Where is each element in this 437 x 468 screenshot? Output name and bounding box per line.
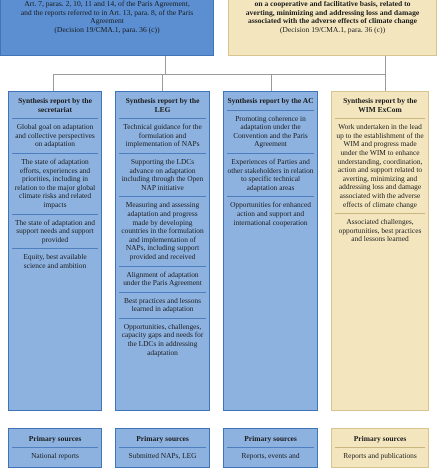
top-box-left-line1: Art. 7, paras. 2, 10, 11 and 14, of the Paris Agreement, [24, 0, 190, 8]
connector-horizontal [53, 74, 385, 75]
top-box-left-line3: Agreement [90, 16, 124, 26]
column-secretariat-item: The state of adaptation and support needs and support provided [12, 215, 98, 250]
top-box-left [0, 0, 214, 56]
top-box-right-line4: (Decision 19/CMA.1, para. 36 (c)) [279, 25, 386, 35]
top-box-right-line2: averting, minimizing and addressing loss and damage [245, 7, 420, 17]
sources-text: Submitted NAPs, LEG [128, 450, 197, 460]
top-box-left-line4: (Decision 19/CMA.1, para. 36 (c)) [54, 25, 160, 35]
connector-left-vertical [165, 56, 166, 74]
column-secretariat-heading: Synthesis report by the secretariat [12, 92, 98, 119]
column-secretariat-item: The state of adaptation efforts, experiences and priorities, including in relation to the major global climate risks and related impacts [12, 154, 98, 215]
column-leg-item: Supporting the LDCs advance on adaptation including through the Open NAP initiative [119, 154, 206, 197]
column-wim-excom-item: Work undertaken in the lead up to the establishment of the WIM and progress made under the WIM to enhance understanding, coordination, action and support related to averting, minimizing and addressing loss and damage associated with the adverse effects of climate change [335, 119, 425, 214]
top-box-right-line1: on a cooperative and facilitative basis, related to [254, 0, 411, 8]
column-secretariat-item: Global goal on adaptation and collective perspectives on adaptation [12, 119, 98, 154]
column-leg-item: Best practices and lessons learned in adaptation [119, 293, 206, 319]
sources-ac [223, 428, 318, 468]
column-ac-item: Experiences of Parties and other stakeholders in relation to specific technical adaptation areas [227, 154, 314, 197]
sources-heading: Primary sources [227, 429, 314, 448]
column-leg-item: Alignment of adaptation under the Paris Agreement [119, 267, 206, 293]
column-leg [115, 91, 210, 411]
connector-drop-3 [271, 74, 272, 91]
top-box-left-line2: and the reports referred to in Art. 13, para. 8, of the Paris [20, 7, 194, 17]
column-leg-item: Opportunities, challenges, capacity gaps and needs for the LDCs in addressing adaptation [121, 321, 204, 357]
top-box-right [228, 0, 437, 56]
column-ac-item: Opportunities for enhanced action and support and international cooperation [230, 200, 311, 227]
sources-text: Reports, events and [241, 450, 300, 460]
column-leg-item: Technical guidance for the formulation and implementation of NAPs [119, 119, 206, 154]
column-ac [223, 91, 318, 411]
column-leg-heading: Synthesis report by the LEG [119, 92, 206, 119]
connector-drop-1 [53, 74, 54, 91]
sources-text: National reports [31, 450, 79, 460]
column-wim-excom [331, 91, 429, 411]
column-ac-item: Promoting coherence in adaptation under the Convention and the Paris Agreement [227, 111, 314, 154]
connector-drop-4 [385, 56, 386, 91]
sources-leg [115, 428, 210, 468]
sources-wim-excom [331, 428, 429, 468]
sources-heading: Primary sources [335, 429, 425, 448]
column-leg-item: Measuring and assessing adaptation and progress made by developing countries in the formulation and implementation of NAPs, including support provided and received [119, 197, 206, 266]
column-secretariat-item: Equity, best available science and ambition [23, 252, 87, 270]
sources-heading: Primary sources [119, 429, 206, 448]
column-wim-excom-item: Associated challenges, opportunities, best practices and lessons learned [338, 217, 422, 244]
top-box-right-line3: associated with the adverse effects of climate change [248, 16, 417, 26]
column-wim-excom-heading: Synthesis report by the WIM ExCom [335, 92, 425, 119]
sources-text: Reports and publications [343, 450, 417, 460]
sources-heading: Primary sources [12, 429, 98, 448]
connector-drop-2 [162, 74, 163, 91]
column-secretariat [8, 91, 102, 411]
sources-secretariat [8, 428, 102, 468]
column-ac-heading: Synthesis report by the AC [227, 92, 314, 111]
